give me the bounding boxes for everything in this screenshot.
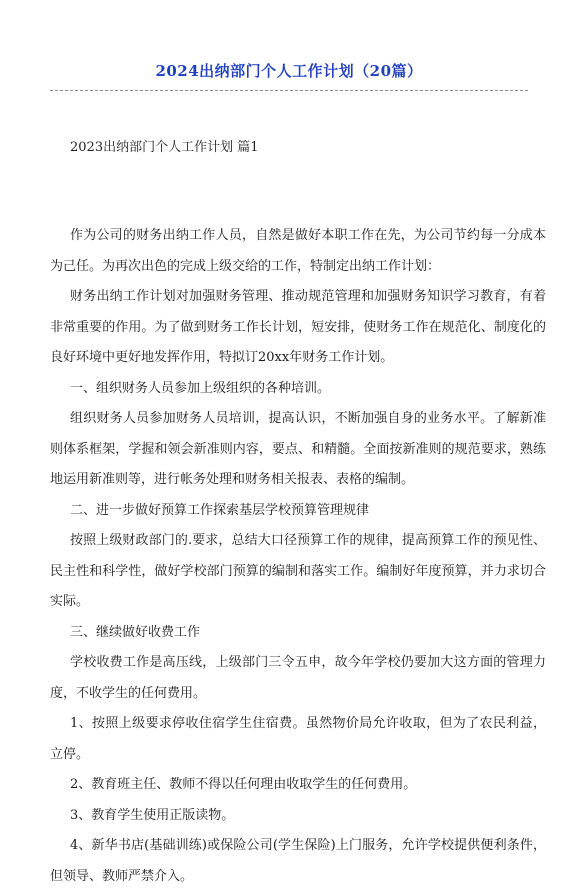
list-item-3: 3、教育学生使用正版读物。 (70, 807, 235, 823)
document-title: 2024出纳部门个人工作计划（20篇） (155, 62, 423, 80)
document-body (50, 221, 546, 892)
heading-budget: 二、进一步做好预算工作探索基层学校预算管理规律 (70, 502, 370, 518)
list-item-2: 2、教育班主任、教师不得以任何理由收取学生的任何费用。 (70, 777, 417, 792)
heading-fees: 三、继续做好收费工作 (70, 624, 201, 640)
section-heading: 2023出纳部门个人工作计划 篇1 (70, 140, 259, 155)
paragraph-training: 组织财务人员参加财务人员培训，提高认识，不断加强自身的业务水平。了解新准则体系框架，学握和领会新准则内容，要点、和精髓。全面按新准则的规范要求，熟练地运用新准则等，进行帐务处理和财务相关报表、表格的编制。 (50, 411, 546, 487)
paragraph-budget: 按照上级财政部门的.要求，总结大口径预算工作的规律，提高预算工作的预见性、民主性和科学性，做好学校部门预算的编制和落实工作。编制好年度预算，并力求切合实际。 (50, 533, 546, 609)
title-divider (50, 90, 528, 91)
list-item-1: 1、按照上级要求停收住宿学生住宿费。虽然物价局允许收取，但为了农民利益，立停。 (50, 716, 546, 762)
paragraph-purpose: 财务出纳工作计划对加强财务管理、推动规范管理和加强财务知识学习教育，有着非常重要的作用。为了做到财务工作长计划，短安排，使财务工作在规范化、制度化的良好环境中更好地发挥作用，特拟订20xx年财务工作计划。 (50, 289, 546, 365)
paragraph-fees: 学校收费工作是高压线，上级部门三令五申，故今年学校仍要加大这方面的管理力度，不收学生的任何费用。 (50, 655, 546, 701)
list-item-4: 4、新华书店(基础训练)或保险公司(学生保险)上门服务，允许学校提供便利条件，但领导、教师严禁介入。 (50, 838, 546, 884)
heading-training: 一、组织财务人员参加上级组织的各种培训。 (70, 380, 331, 396)
paragraph-intro: 作为公司的财务出纳工作人员，自然是做好本职工作在先，为公司节约每一分成本为己任。为再次出色的完成上级交给的工作，特制定出纳工作计划： (50, 228, 546, 274)
